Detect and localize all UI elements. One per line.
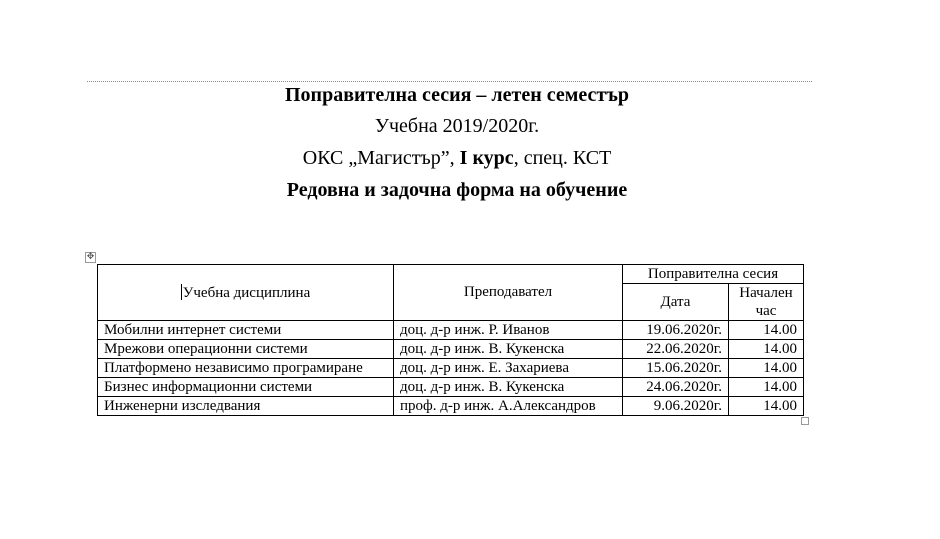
cell-date[interactable]: 15.06.2020г. xyxy=(623,359,729,378)
cell-discipline[interactable]: Инженерни изследвания xyxy=(98,397,394,416)
header-date[interactable]: Дата xyxy=(623,284,729,321)
cell-discipline[interactable]: Мрежови операционни системи xyxy=(98,340,394,359)
exam-schedule-table xyxy=(97,264,804,416)
header-session[interactable]: Поправителна сесия xyxy=(623,265,804,284)
cell-discipline[interactable]: Бизнес информационни системи xyxy=(98,378,394,397)
header-teacher[interactable]: Преподавател xyxy=(394,265,623,321)
cell-discipline[interactable]: Мобилни интернет системи xyxy=(98,321,394,340)
cell-discipline[interactable]: Платформено независимо програмиране xyxy=(98,359,394,378)
cell-date[interactable]: 19.06.2020г. xyxy=(623,321,729,340)
academic-year: Учебна 2019/2020г. xyxy=(374,115,540,137)
text-cursor xyxy=(181,284,182,300)
cell-hour[interactable]: 14.00 xyxy=(729,359,804,378)
table-move-handle-icon[interactable]: ✥ xyxy=(86,252,95,262)
table-row xyxy=(98,378,804,397)
table-row xyxy=(98,359,804,378)
study-form: Редовна и задочна форма на обучение xyxy=(286,179,628,201)
table-resize-handle-icon[interactable] xyxy=(801,417,809,425)
cell-teacher[interactable]: доц. д-р инж. Р. Иванов xyxy=(394,321,623,340)
program-suffix: , спец. КСТ xyxy=(513,147,612,169)
header-boundary xyxy=(87,81,812,82)
cell-date[interactable]: 9.06.2020г. xyxy=(623,397,729,416)
cell-date[interactable]: 22.06.2020г. xyxy=(623,340,729,359)
cell-date[interactable]: 24.06.2020г. xyxy=(623,378,729,397)
table-header-row xyxy=(98,265,804,284)
header-start-hour[interactable]: Начален час xyxy=(729,284,804,321)
program-line xyxy=(87,147,827,169)
document-title: Поправителна сесия – летен семестър xyxy=(285,84,629,106)
header-discipline[interactable]: Учебна дисциплина xyxy=(98,265,394,321)
cell-hour[interactable]: 14.00 xyxy=(729,378,804,397)
cell-teacher[interactable]: проф. д-р инж. А.Александров xyxy=(394,397,623,416)
table-row xyxy=(98,340,804,359)
cell-hour[interactable]: 14.00 xyxy=(729,321,804,340)
program-course: І курс xyxy=(459,147,514,169)
cell-teacher[interactable]: доц. д-р инж. Е. Захариева xyxy=(394,359,623,378)
cell-hour[interactable]: 14.00 xyxy=(729,397,804,416)
cell-teacher[interactable]: доц. д-р инж. В. Кукенска xyxy=(394,340,623,359)
cell-hour[interactable]: 14.00 xyxy=(729,340,804,359)
table-row xyxy=(98,397,804,416)
table-row xyxy=(98,321,804,340)
cell-teacher[interactable]: доц. д-р инж. В. Кукенска xyxy=(394,378,623,397)
program-prefix: ОКС „Магистър”, xyxy=(302,147,460,169)
